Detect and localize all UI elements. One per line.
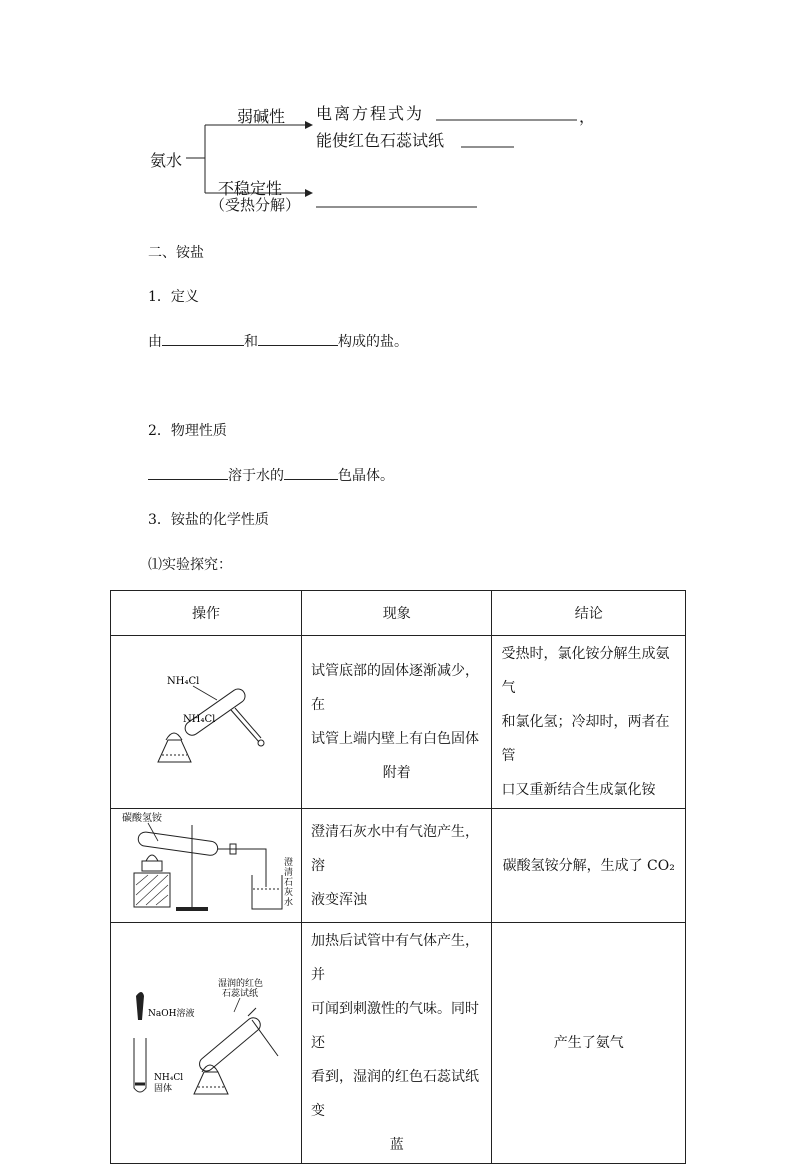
comma: ，: [579, 107, 596, 126]
definition-prefix: 由: [148, 334, 162, 350]
physical-props-sentence: [148, 465, 394, 485]
weak-base-label: 弱碱性: [237, 107, 286, 126]
physical-props-title: 2．物理性质: [148, 423, 227, 439]
instability-label: 不稳定性: [218, 179, 283, 198]
operation-cell: [111, 809, 302, 923]
physical-mid: 溶于水的: [228, 468, 284, 484]
conclusion-line: 产生了氨气: [553, 1035, 624, 1051]
phenomenon-line: 可闻到刺激性的气味。同时还: [310, 1001, 479, 1051]
header-phenomenon: 现象: [301, 591, 492, 636]
phenomenon-line: 加热后试管中有气体产生，并: [310, 933, 479, 983]
heat-decompose-label: （受热分解）: [210, 196, 301, 214]
experiment-title: ⑴实验探究：: [148, 557, 232, 573]
nh4cl-heating-figure: [131, 670, 281, 770]
table-row: [111, 923, 686, 1164]
figure-label: NH₄Cl: [154, 1073, 184, 1083]
blank-field: [162, 331, 244, 346]
phenomenon-line: 液变浑浊: [310, 891, 367, 908]
blank-field: [148, 465, 228, 480]
phenomenon-cell: [301, 809, 492, 923]
nh4hco3-heating-figure: [118, 811, 293, 917]
figure-label: 碳酸氢铵: [122, 812, 163, 824]
operation-cell: [111, 636, 302, 809]
ionization-equation-text: 电离方程式为: [316, 104, 425, 123]
header-operation: 操作: [111, 591, 302, 636]
chemical-props-title: 3．铵盐的化学性质: [148, 512, 269, 528]
litmus-text: 能使红色石蕊试纸: [316, 131, 445, 150]
conclusion-cell: [492, 809, 686, 923]
phenomenon-line: 看到，湿润的红色石蕊试纸变: [310, 1069, 479, 1119]
definition-suffix: 构成的盐。: [338, 334, 408, 350]
figure-label-char: 水: [284, 897, 294, 908]
phenomenon-cell: [301, 636, 492, 809]
figure-label-char: 灰: [284, 887, 294, 898]
figure-label: NH₄Cl: [182, 714, 216, 725]
figure-label: NaOH溶液: [148, 1009, 195, 1019]
phenomenon-line: 蓝: [389, 1137, 404, 1153]
section-ammonium-salt-title: 二、铵盐: [148, 245, 204, 261]
figure-label: 湿润的红色: [218, 979, 264, 989]
table-row: [111, 636, 686, 809]
header-conclusion: 结论: [492, 591, 686, 636]
conclusion-line: 和氯化氢；冷却时，两者在管: [501, 714, 670, 764]
figure-label-char: 澄: [284, 857, 294, 868]
physical-suffix: 色晶体。: [338, 468, 394, 484]
phenomenon-cell: [301, 923, 492, 1164]
table-header-row: [111, 591, 686, 636]
figure-label-char: 石: [284, 877, 294, 888]
phenomenon-line: 试管上端内壁上有白色固体: [310, 731, 479, 747]
conclusion-line: 碳酸氢铵分解，生成了 CO₂: [502, 857, 675, 874]
phenomenon-line: 附着: [382, 765, 411, 781]
phenomenon-line: 试管底部的固体逐渐减少，在: [310, 663, 479, 713]
blank-field: [284, 465, 338, 480]
tree-root-label: 氨水: [150, 151, 183, 170]
conclusion-cell: [492, 923, 686, 1164]
blank-field: [258, 331, 338, 346]
definition-title: 1．定义: [148, 289, 199, 305]
conclusion-line: 口又重新结合生成氯化铵: [501, 782, 656, 798]
figure-label: NH₄Cl: [166, 676, 200, 687]
nh4cl-naoh-figure: [118, 976, 293, 1106]
figure-label: 固体: [154, 1084, 173, 1094]
conclusion-line: 受热时，氯化铵分解生成氨气: [501, 646, 670, 696]
definition-sentence: [148, 331, 408, 351]
operation-cell: [111, 923, 302, 1164]
table-row: [111, 809, 686, 923]
phenomenon-line: 澄清石灰水中有气泡产生，溶: [310, 823, 479, 874]
figure-label-char: 清: [284, 867, 294, 878]
experiment-table: [110, 590, 686, 1164]
definition-mid: 和: [244, 334, 258, 350]
figure-label: 石蕊试纸: [222, 989, 259, 999]
conclusion-cell: [492, 636, 686, 809]
